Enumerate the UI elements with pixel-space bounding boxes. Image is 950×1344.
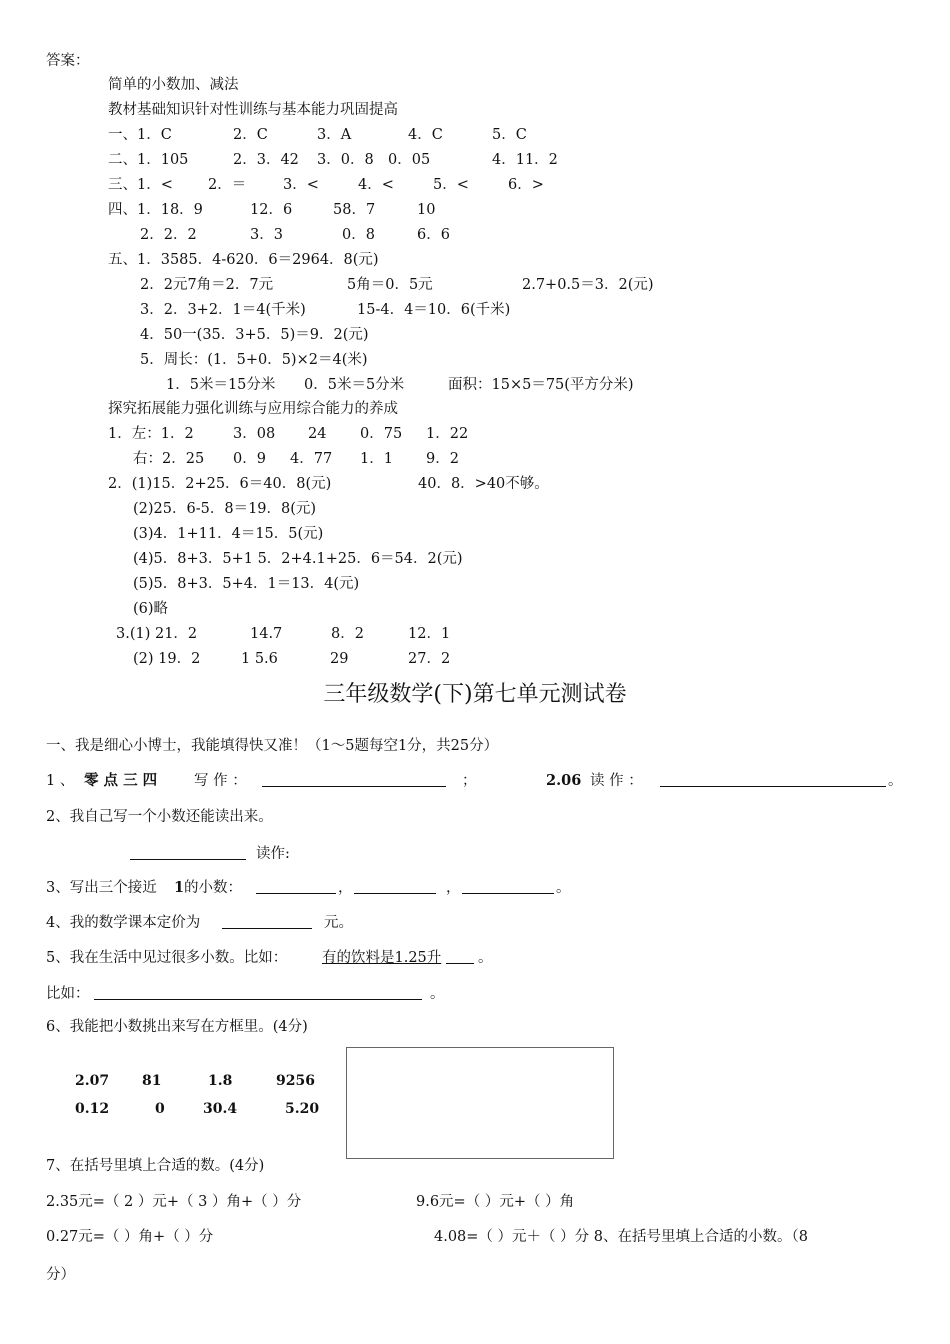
- q5b-blank[interactable]: [94, 985, 422, 1000]
- q6-number: 0: [155, 1101, 165, 1117]
- answer-cell: 3.(1) 21．2: [116, 626, 198, 642]
- answer-cell: 9．2: [426, 451, 459, 467]
- q6-number: 9256: [276, 1073, 315, 1089]
- q5b-end: 。: [430, 986, 445, 1002]
- answer-cell: 4．77: [290, 451, 333, 467]
- q2-read-label: 读作:: [256, 846, 290, 862]
- q4-unit: 元。: [324, 915, 353, 931]
- section-title-extension: 探究拓展能力强化训练与应用综合能力的养成: [108, 401, 398, 417]
- answer-row-e2f: (6)略: [133, 601, 169, 617]
- q8-score-continuation: 分）: [46, 1267, 75, 1283]
- question-2: 2、我自己写一个小数还能读出来。: [46, 809, 273, 825]
- q4-price-blank[interactable]: [222, 914, 312, 929]
- q5-text: 5、我在生活中见过很多小数。比如：: [46, 950, 288, 966]
- q3-comma-2: ，: [446, 880, 461, 896]
- answer-cell: 2．＝: [208, 177, 247, 193]
- answer-cell: 0．75: [360, 426, 403, 442]
- answers-heading: 答案：: [46, 53, 90, 69]
- answer-cell: 24: [308, 426, 327, 442]
- q6-number: 2.07: [75, 1073, 110, 1089]
- q1-end: 。: [888, 773, 903, 789]
- question-7: 7、在括号里填上合适的数。(4分): [46, 1158, 265, 1174]
- q3-comma-1: ，: [338, 880, 353, 896]
- q5-example: 有的饮料是1.25升: [322, 950, 442, 966]
- q7-line-1-left: 2.35元=（ 2 ）元+（ 3 ）角+（ ）分: [46, 1194, 302, 1210]
- q7-line-1-right: 9.6元=（ ）元+（ ）角: [416, 1194, 575, 1210]
- answer-cell: 8．2: [331, 626, 364, 642]
- answer-cell: 58．7: [333, 202, 376, 218]
- answer-cell: 二、1．105: [108, 152, 189, 168]
- answer-cell: 2．C: [233, 127, 268, 143]
- q3-blank-2[interactable]: [354, 879, 436, 894]
- q1-number: 1 、: [46, 773, 75, 789]
- question-6: 6、我能把小数挑出来写在方框里。(4分): [46, 1019, 308, 1035]
- q5b-label: 比如：: [46, 986, 90, 1002]
- q1-write-blank[interactable]: [262, 772, 446, 787]
- answer-cell: 5角＝0．5元: [347, 277, 433, 293]
- answer-cell: 3．A: [317, 127, 352, 143]
- q4-text: 4、我的数学课本定价为: [46, 915, 201, 931]
- answer-cell: 右：2．25: [133, 451, 205, 467]
- answer-row-e2b: (2)25．6-5．8＝19．8(元): [133, 501, 317, 517]
- q1-semicolon: ；: [462, 773, 477, 789]
- answer-row-wu-4: 4．50一(35．3+5．5)＝9．2(元): [140, 327, 369, 343]
- answer-cell: 0．8: [342, 227, 375, 243]
- answer-cell: 12．6: [250, 202, 293, 218]
- q3-blank-3[interactable]: [462, 879, 554, 894]
- q7-line-2-left: 0.27元=（ ）角+（ ）分: [46, 1229, 214, 1245]
- answer-row-wu-5: 5．周长：(1．5+0．5)×2＝4(米): [140, 352, 368, 368]
- q6-number: 0.12: [75, 1101, 110, 1117]
- answer-cell: 面积：15×5＝75(平方分米): [448, 377, 634, 393]
- answer-cell: 3．08: [233, 426, 276, 442]
- answer-cell: 0．9: [233, 451, 266, 467]
- q3-text-post: 的小数：: [184, 880, 242, 896]
- answer-cell: 1．5米＝15分米: [166, 377, 276, 393]
- answer-cell: 6．6: [417, 227, 450, 243]
- q6-number: 30.4: [203, 1101, 238, 1117]
- answer-cell: 12．1: [408, 626, 451, 642]
- section-title-simple-decimal: 简单的小数加、减法: [108, 77, 239, 93]
- answer-cell: 3．3: [250, 227, 283, 243]
- q2-number-blank[interactable]: [130, 845, 246, 860]
- section-title-basic-training: 教材基础知识针对性训练与基本能力巩固提高: [108, 102, 398, 118]
- answer-cell: 一、1．C: [108, 127, 172, 143]
- q3-blank-1[interactable]: [256, 879, 336, 894]
- answer-row-e2c: (3)4．1+11．4＝15．5(元): [133, 526, 324, 542]
- answer-cell: 2．2．2: [140, 227, 197, 243]
- answer-cell: 27．2: [408, 651, 451, 667]
- answer-cell: 1 5.6: [241, 651, 278, 667]
- q5-example-underline: [446, 949, 474, 964]
- answer-cell: 4．11．2: [492, 152, 558, 168]
- answer-cell: 4．<: [358, 177, 394, 193]
- answer-cell: 29: [330, 651, 349, 667]
- answer-cell: 2.7+0.5＝3．2(元): [522, 277, 654, 293]
- q5-end: 。: [478, 950, 493, 966]
- answer-cell: 40．8．>40不够。: [418, 476, 549, 492]
- q6-number: 81: [142, 1073, 162, 1089]
- q3-one: 1: [174, 879, 185, 896]
- test-title: 三年级数学(下)第七单元测试卷: [323, 682, 627, 707]
- answer-cell: 2．3．42: [233, 152, 299, 168]
- answer-cell: 5．<: [433, 177, 469, 193]
- q6-answer-box[interactable]: [346, 1047, 614, 1159]
- answer-cell: 2．(1)15．2+25．6＝40．8(元): [108, 476, 332, 492]
- answer-cell: 6．>: [508, 177, 544, 193]
- answer-row-wu-1: 五、1．3585．4-620．6＝2964．8(元): [108, 252, 379, 268]
- answer-cell: 4．C: [408, 127, 443, 143]
- answer-cell: 14.7: [250, 626, 283, 642]
- answer-cell: 0．5米＝5分米: [304, 377, 405, 393]
- answer-cell: 15-4．4＝10．6(千米): [357, 302, 511, 318]
- part-one-heading: 一、我是细心小博士，我能填得快又准！（1～5题每空1分，共25分）: [46, 738, 499, 754]
- answer-cell: 10: [417, 202, 436, 218]
- q3-end: 。: [556, 880, 571, 896]
- q1-word: 零 点 三 四: [84, 772, 158, 789]
- answer-cell: (2) 19．2: [133, 651, 201, 667]
- q1-read-blank[interactable]: [660, 772, 886, 787]
- answer-cell: 1．左：1．2: [108, 426, 194, 442]
- answer-cell: 0．05: [388, 152, 431, 168]
- answer-cell: 5．C: [492, 127, 527, 143]
- q6-number: 5.20: [285, 1101, 320, 1117]
- answer-cell: 1．22: [426, 426, 469, 442]
- q7-line-2-right: 4.08=（ ）元＋（ ）分 8、在括号里填上合适的小数。（8: [434, 1229, 808, 1245]
- answer-cell: 3．2．3+2．1＝4(千米): [140, 302, 306, 318]
- answer-row-e2e: (5)5．8+3．5+4．1＝13．4(元): [133, 576, 360, 592]
- answer-cell: 3．<: [283, 177, 319, 193]
- q1-write-label: 写 作 ：: [194, 773, 247, 789]
- answer-cell: 2．2元7角＝2．7元: [140, 277, 274, 293]
- answer-cell: 3．0．8: [317, 152, 374, 168]
- answer-cell: 三、1．<: [108, 177, 173, 193]
- q6-number: 1.8: [208, 1073, 233, 1089]
- q1-read-label: 读 作 ：: [590, 773, 643, 789]
- answer-cell: 四、1．18．9: [108, 202, 203, 218]
- q3-text: 3、写出三个接近: [46, 880, 157, 896]
- answer-cell: 1．1: [360, 451, 393, 467]
- q1-number-206: 2.06: [546, 772, 582, 789]
- answer-row-e2d: (4)5．8+3．5+1 5．2+4.1+25．6＝54．2(元): [133, 551, 463, 567]
